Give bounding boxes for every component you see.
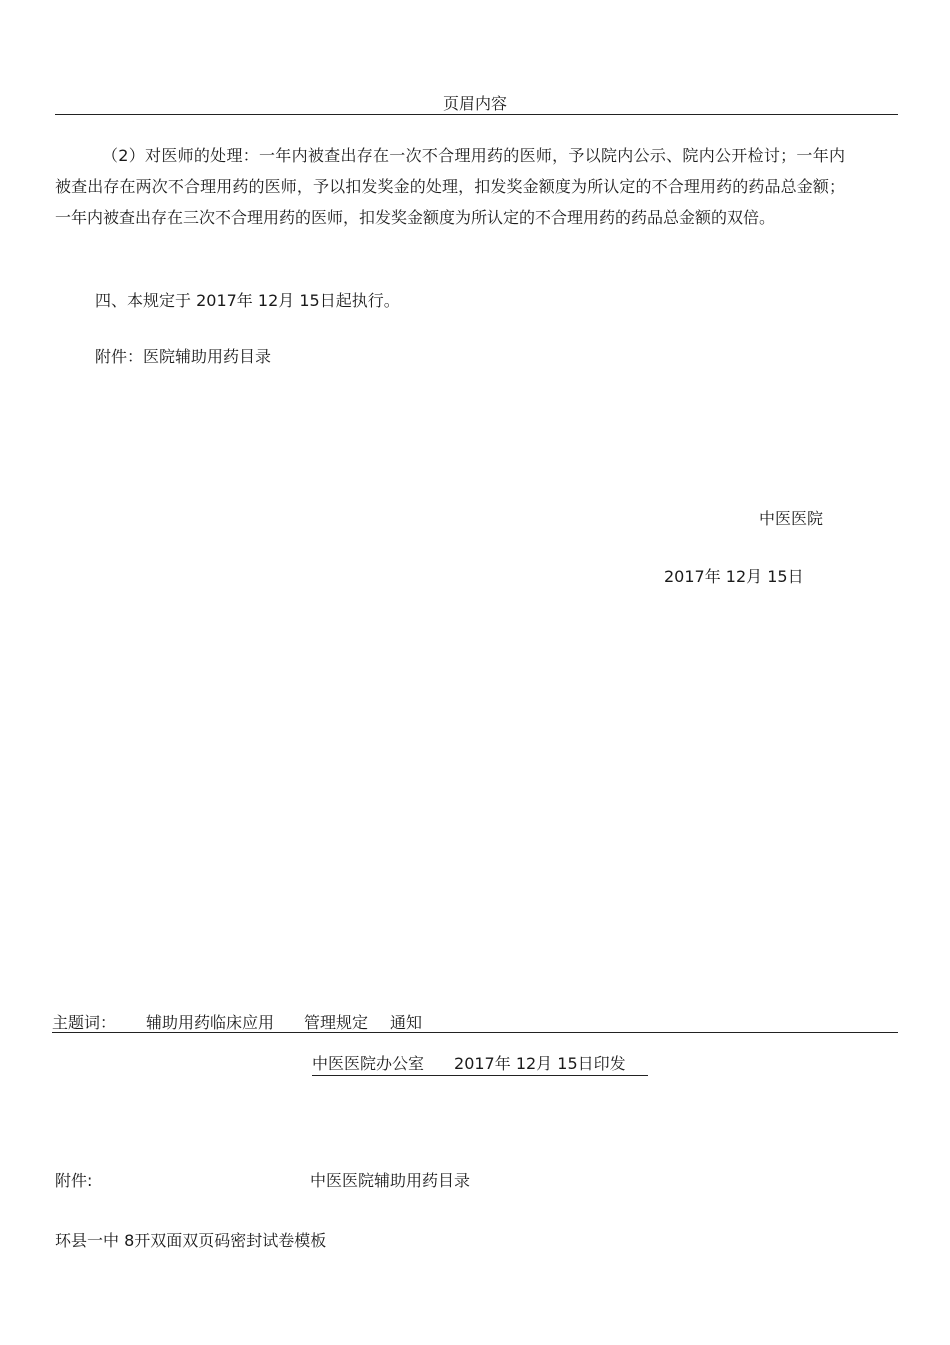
keyword-item: 管理规定 (304, 1013, 369, 1032)
issuer-line (312, 1051, 648, 1076)
effective-date-clause: 四、本规定于 2017年 12月 15日起执行。 (95, 291, 400, 310)
keyword-item: 通知 (390, 1013, 423, 1032)
keywords-label: 主题词： (52, 1013, 117, 1032)
page-header: 页眉内容 (442, 94, 507, 113)
signature-date: 2017年 12月 15日 (664, 567, 804, 586)
issuer-office: 中医医院办公室 (312, 1054, 425, 1073)
template-note: 环县一中 8开双面双页码密封试卷模板 (55, 1231, 327, 1250)
attachment-line: 附件：医院辅助用药目录 (95, 347, 272, 366)
issuer-date: 2017年 12月 15日印发 (454, 1054, 626, 1073)
keyword-item: 辅助用药临床应用 (146, 1013, 275, 1032)
doctor-penalty-paragraph: （2）对医师的处理：一年内被查出存在一次不合理用药的医师，予以院内公示、院内公开检讨；一年内被查出存在两次不合理用药的医师，予以扣发奖金的处理，扣发奖金额度为所认定的不合理用药的药品总金额；一年内被查出存在三次不合理用药的医师，扣发奖金额度为所认定的不合理用药的药品总金额的双倍。 (55, 146, 845, 227)
appendix-label: 附件: (55, 1171, 93, 1190)
header-divider (55, 114, 898, 115)
signature-org: 中医医院 (759, 509, 824, 528)
keywords-row (52, 1010, 422, 1033)
keywords-divider (52, 1032, 898, 1033)
appendix-title: 中医医院辅助用药目录 (310, 1171, 471, 1190)
